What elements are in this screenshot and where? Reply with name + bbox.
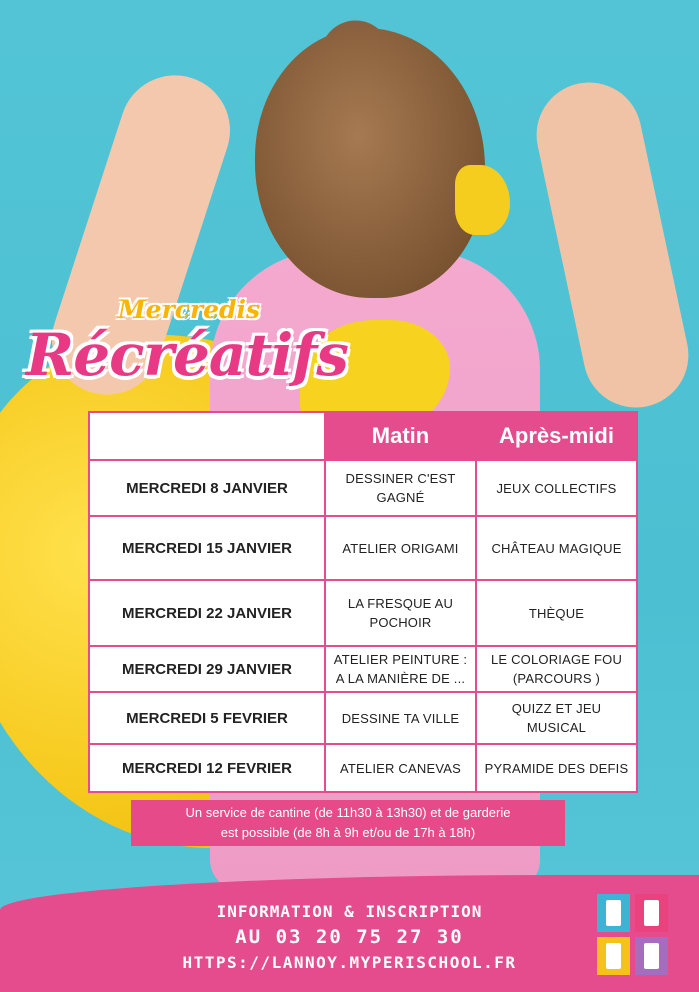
title-block <box>26 285 366 410</box>
apres-midi-line: PYRAMIDE DES DEFIS <box>484 760 629 776</box>
apres-midi-cell <box>476 516 637 580</box>
matin-line: ATELIER ORIGAMI <box>342 540 459 556</box>
head-illustration <box>255 28 485 298</box>
logo-tile-icon <box>635 894 668 932</box>
logo-tile-icon <box>635 937 668 975</box>
service-notice <box>131 800 565 846</box>
matin-line: LA FRESQUE AU <box>347 596 454 611</box>
matin-cell <box>325 460 476 516</box>
matin-cell <box>325 580 476 646</box>
footer-info <box>0 900 699 976</box>
matin-cell <box>325 744 476 792</box>
matin-cell <box>325 646 476 692</box>
table-row <box>89 646 637 692</box>
matin-line: GAGNÉ <box>376 490 425 505</box>
title-main: Récréatifs <box>26 321 348 389</box>
apres-midi-cell <box>476 580 637 646</box>
notice-line-2: est possible (de 8h à 9h et/ou de 17h à 18h) <box>220 825 476 840</box>
logo-tile-icon <box>597 937 630 975</box>
matin-cell <box>325 516 476 580</box>
day-cell: MERCREDI 15 JANVIER <box>89 516 325 580</box>
matin-cell <box>325 692 476 744</box>
day-cell: MERCREDI 12 FEVRIER <box>89 744 325 792</box>
footer-info-title: INFORMATION & INSCRIPTION <box>216 902 483 921</box>
matin-line: A LA MANIÈRE DE ... <box>335 671 466 686</box>
table-row <box>89 580 637 646</box>
title-subtitle: Mercredis <box>118 295 261 324</box>
table-row <box>89 516 637 580</box>
footer-phone: AU 03 20 75 27 30 <box>235 926 464 948</box>
periscolaire-logo <box>597 894 669 976</box>
table-row <box>89 744 637 792</box>
matin-line: ATELIER CANEVAS <box>340 760 461 776</box>
apres-midi-line: QUIZZ ET JEU <box>511 701 602 716</box>
notice-line-1: Un service de cantine (de 11h30 à 13h30) et de garderie <box>185 805 511 820</box>
apres-midi-line: THÈQUE <box>528 605 585 621</box>
table-row <box>89 692 637 744</box>
header-blank-cell <box>89 412 325 460</box>
apres-midi-line: MUSICAL <box>526 720 587 735</box>
header-matin: Matin <box>325 412 476 460</box>
header-apres-midi: Après-midi <box>476 412 637 460</box>
day-cell: MERCREDI 5 FEVRIER <box>89 692 325 744</box>
apres-midi-cell <box>476 744 637 792</box>
day-cell: MERCREDI 22 JANVIER <box>89 580 325 646</box>
apres-midi-cell <box>476 460 637 516</box>
footer-url-link[interactable]: HTTPS://LANNOY.MYPERISCHOOL.FR <box>182 953 517 972</box>
right-arm-illustration <box>527 73 698 418</box>
day-cell: MERCREDI 8 JANVIER <box>89 460 325 516</box>
table-row <box>89 460 637 516</box>
apres-midi-cell <box>476 646 637 692</box>
matin-line: POCHOIR <box>369 615 432 630</box>
apres-midi-cell <box>476 692 637 744</box>
matin-line: DESSINER C'EST <box>345 471 456 486</box>
apres-midi-line: CHÂTEAU MAGIQUE <box>491 540 622 556</box>
matin-line: DESSINE TA VILLE <box>341 710 460 726</box>
matin-line: ATELIER PEINTURE : <box>333 652 468 667</box>
logo-tile-icon <box>597 894 630 932</box>
apres-midi-line: LE COLORIAGE FOU <box>490 652 623 667</box>
table-header-row <box>89 412 637 460</box>
schedule-table <box>88 411 638 793</box>
mask-illustration <box>455 165 510 235</box>
apres-midi-line: JEUX COLLECTIFS <box>496 480 617 496</box>
day-cell: MERCREDI 29 JANVIER <box>89 646 325 692</box>
apres-midi-line: (PARCOURS ) <box>512 671 601 686</box>
